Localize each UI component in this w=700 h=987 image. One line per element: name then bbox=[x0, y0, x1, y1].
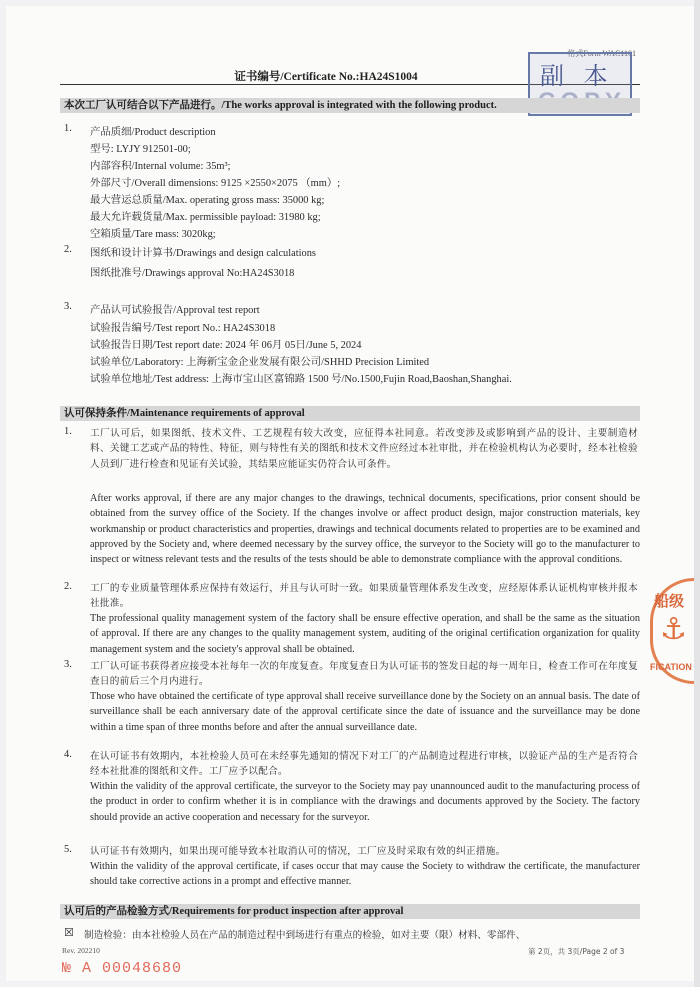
clause-number: 5. bbox=[64, 844, 72, 855]
maintenance-heading: 认可保持条件/Maintenance requirements of approval bbox=[60, 406, 640, 421]
checked-box-icon: ☒ bbox=[64, 927, 74, 939]
drawings-approval-line: 图纸批准号/Drawings approval No:HA24S3018 bbox=[90, 268, 295, 279]
clause-zh: 工厂认可后，如果图纸、技术文件、工艺规程有较大改变，应征得本社同意。若改变涉及或影响到产品的设计、主要制造材料、关键工艺或产品的特性、特征，则与特性有关的图纸和技术文件应经过本社审批，并在检验机构认为必要时，经本社检验人员到厂进行检查和见证有关试验，其结果应能证实仍符合认可条件。 bbox=[90, 428, 638, 470]
laboratory-line: 试验单位/Laboratory: 上海新宝金企业发展有限公司/SHHD Precision Limited bbox=[90, 357, 430, 368]
clause-number: 2. bbox=[64, 581, 72, 592]
page-indicator: 第 2页，共 3页/Page 2 of 3 bbox=[528, 947, 625, 956]
scrollbar[interactable] bbox=[694, 0, 700, 987]
anchor-icon: ⚓ bbox=[660, 612, 687, 647]
society-seal bbox=[650, 578, 694, 684]
revision-label: Rev. 202210 bbox=[62, 946, 100, 955]
item-number: 1. bbox=[64, 123, 72, 134]
item-number: 2. bbox=[64, 244, 72, 255]
clause-en: Within the validity of the approval certificate, if cases occur that may cause the Society to withdraw the certificate, the manufacturer should take corrective actions in a prompt and effective manner. bbox=[90, 861, 640, 888]
tare-mass-line: 空箱质量/Tare mass: 3020kg; bbox=[90, 229, 216, 240]
certificate-page bbox=[6, 6, 694, 981]
clause-number: 3. bbox=[64, 659, 72, 670]
clause-number: 1. bbox=[64, 426, 72, 437]
drawings-label: 图纸和设计计算书/Drawings and design calculations bbox=[90, 248, 316, 259]
inspection-line: 制造检验：由本社检验人员在产品的制造过程中到场进行有重点的检验，如对主要（限）材料、零部件、 bbox=[84, 930, 526, 941]
clause-en: Within the validity of the approval certificate, the surveyor to the Society may pay unannounced audit to the manufacturing process of the product in order to confirm whether it is in compliance with the drawings and documents approved by the Society. The factory should provide an active cooperation and necessary for the surveyor. bbox=[90, 781, 640, 823]
clause-en: The professional quality management system of the factory shall be ensure effective operation, and shall be the same as the situation of approval. If there are any changes to the quality management system, auditing of the original certification organization for quality management system and the society's approval shall be obtained. bbox=[90, 613, 640, 655]
item-number: 3. bbox=[64, 301, 72, 312]
product-description-label: 产品质细/Product description bbox=[90, 127, 216, 138]
clause-zh: 工厂的专业质量管理体系应保持有效运行，并且与认可时一致。如果质量管理体系发生改变，应经原体系认证机构审核并报本社批准。 bbox=[90, 583, 638, 610]
test-report-number-line: 试验报告编号/Test report No.: HA24S3018 bbox=[90, 323, 276, 334]
certificate-number: 证书编号/Certificate No.:HA24S1004 bbox=[234, 71, 418, 83]
internal-volume-line: 内部容积/Internal volume: 35m³; bbox=[90, 161, 231, 172]
overall-dimensions-line: 外部尺寸/Overall dimensions: 9125 ×2550×2075 （mm）; bbox=[90, 178, 341, 189]
intro-heading: 本次工厂认可结合以下产品进行。/The works approval is integrated with the following product. bbox=[60, 98, 640, 113]
clause-zh: 认可证书有效期内，如果出现可能导致本社取消认可的情况，工厂应及时采取有效的纠正措施。 bbox=[90, 846, 506, 857]
serial-number: № A 00048680 bbox=[62, 960, 183, 977]
seal-chars: 船级 bbox=[654, 592, 685, 610]
payload-line: 最大允许载货量/Max. permissible payload: 31980 kg; bbox=[90, 212, 321, 223]
clause-en: After works approval, if there are any major changes to the drawings, technical documents, specifications, prior consent should be obtained from the survey office of the Society. If the changes involve or affect product design, major construction materials, key workmanship or product characteristics and properties, drawings and technical documents related to properties are to be examined and approved by the Society and, where deemed necessary by the survey office, the surveyor to the Society will go to the manufacturer to inspect or witness relevant tests and the results of the tests should be able to demonstrate compliance with the approval conditions. bbox=[90, 493, 640, 566]
copy-stamp-zh: 副 本 bbox=[540, 62, 614, 90]
clause-zh: 工厂认可证书获得者应接受本社每年一次的年度复查。年度复查日为认可证书的签发日起的每一周年日，检查工作可在年度复查日的前后三个月内进行。 bbox=[90, 661, 638, 688]
clause-en: Those who have obtained the certificate of type approval shall receive surveillance done by the Society on an annual basis. The date of surveillance shall be each anniversary date of the approval certificate since the date of issuance and the surveillance may be done within a time span of three months before and after the annual surveillance date. bbox=[90, 691, 640, 733]
gross-mass-line: 最大营运总质量/Max. operating gross mass: 35000 kg; bbox=[90, 195, 325, 206]
inspection-heading: 认可后的产品检验方式/Requirements for product inspection after approval bbox=[60, 904, 640, 919]
test-report-label: 产品认可试验报告/Approval test report bbox=[90, 305, 260, 316]
model-line: 型号: LYJY 912501-00; bbox=[90, 144, 191, 155]
form-number: 格式Form WAC1101 bbox=[567, 49, 636, 58]
clause-number: 4. bbox=[64, 749, 72, 760]
seal-word: FICATION bbox=[650, 662, 692, 672]
test-address-line: 试验单位地址/Test address: 上海市宝山区富锦路 1500 号/No.1500,Fujin Road,Baoshan,Shanghai. bbox=[90, 374, 512, 385]
clause-zh: 在认可证书有效期内，本社检验人员可在未经事先通知的情况下对工厂的产品制造过程进行审核，以验证产品的生产是否符合经本社批准的图纸和文件。工厂应予以配合。 bbox=[90, 751, 638, 778]
test-report-date-line: 试验报告日期/Test report date: 2024 年 06月 05日/June 5, 2024 bbox=[90, 340, 362, 351]
